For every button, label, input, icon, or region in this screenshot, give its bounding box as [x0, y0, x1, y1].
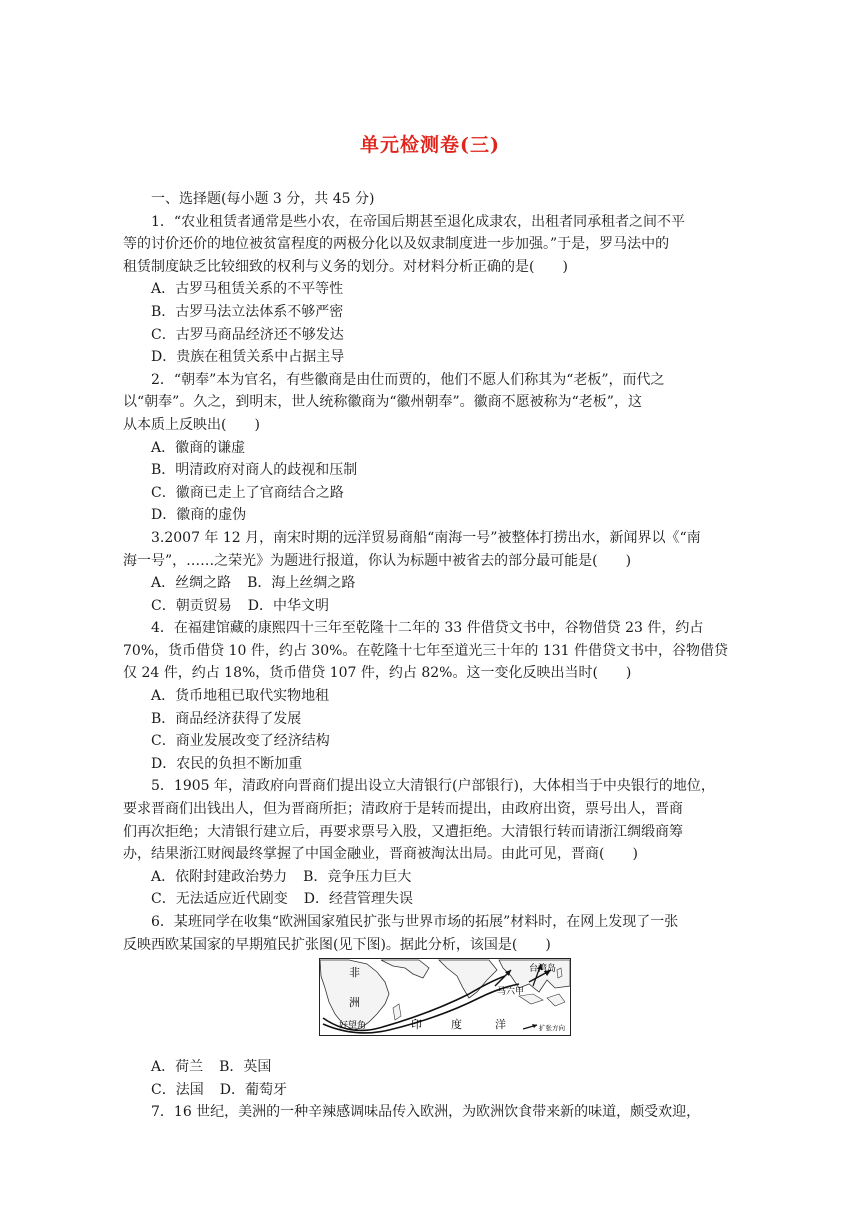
question-stem-line: 6．某班同学在收集“欧洲国家殖民扩张与世界市场的拓展”材料时，在网上发现了一张 [151, 914, 679, 930]
question-stem-line: 仅 24 件，约占 18%，货币借贷 107 件，约占 82%。这一变化反映出当时( ) [123, 665, 632, 682]
question-stem-line: 从本质上反映出( ) [123, 416, 260, 433]
option-d: D．葡萄牙 [219, 1081, 287, 1098]
question-stem-line: 70%，货币借贷 10 件，约占 30%。在乾隆十七年至道光三十年的 131 件借贷文书中，谷物借贷 [123, 642, 729, 659]
question-stem-line: 2．“朝奉”本为官名，有些徽商是由仕而贾的，他们不愿人们称其为“老板”，而代之 [151, 371, 665, 388]
map-label-ocean-2: 度 [451, 1018, 462, 1032]
option-b: B．英国 [219, 1059, 272, 1076]
option-a: A．古罗马租赁关系的不平等性 [151, 281, 344, 298]
option-a: A．徽商的谦虚 [151, 439, 246, 456]
option-row [123, 572, 743, 595]
option-b: B．明清政府对商人的歧视和压制 [151, 462, 358, 479]
colonial-expansion-map [123, 958, 743, 1050]
map-label-ocean-1: 印 [411, 1018, 422, 1032]
page-title: 单元检测卷(三) [360, 134, 500, 156]
option-d: D．徽商的虚伪 [151, 507, 247, 524]
map-label-malacca: 马六甲 [497, 987, 525, 998]
question-stem-line: 办，结果浙江财阀最终掌握了中国金融业，晋商被淘汰出局。由此可见，晋商( ) [123, 846, 638, 863]
question-stem-line: 5．1905 年，清政府向晋商们提出设立大清银行(户部银行)，大体相当于中央银行的地位， [151, 778, 715, 795]
option-a: A．荷兰 [151, 1059, 204, 1076]
question-stem-line: 们再次拒绝；大清银行建立后，再要求票号入股，又遭拒绝。大清银行转而请浙江绸缎商筹 [123, 823, 683, 840]
question-stem-line: 1．“农业租赁者通常是些小农，在帝国后期甚至退化成隶农，出租者同承租者之间不平 [151, 213, 686, 230]
option-d: D．贵族在租赁关系中占据主导 [151, 349, 345, 366]
map-label-africa-2: 洲 [349, 996, 360, 1010]
option-b: B．商品经济获得了发展 [151, 710, 302, 727]
option-a: A．丝绸之路 [151, 575, 232, 592]
map-label-ocean-3: 洋 [495, 1018, 506, 1032]
option-a: A．依附封建政治势力 [151, 868, 288, 885]
option-c: C．朝贡贸易 [151, 597, 232, 614]
question-stem-line: 3.2007 年 12 月，南宋时期的远洋贸易商船“南海一号”被整体打捞出水，新闻界以《“南 [151, 529, 701, 546]
option-row [123, 595, 743, 618]
option-c: C．无法适应近代剧变 [151, 891, 288, 908]
question-stem-line: 反映西欧某国家的早期殖民扩张图(见下图)。据此分析，该国是( ) [123, 936, 551, 953]
question-stem-line: 租赁制度缺乏比较细致的权利与义务的划分。对材料分析正确的是( ) [123, 258, 568, 275]
question-stem-line: 4．在福建馆藏的康熙四十三年至乾隆十二年的 33 件借贷文书中，谷物借贷 23 件，约占 [151, 620, 704, 637]
map-svg [319, 958, 571, 1036]
option-row [123, 866, 743, 889]
option-c: C．徽商已走上了官商结合之路 [151, 484, 344, 501]
question-2 [123, 369, 743, 527]
question-stem-line: 7．16 世纪，美洲的一种辛辣感调味品传入欧洲，为欧洲饮食带来新的味道，颇受欢迎， [151, 1104, 701, 1121]
map-label-cape: 好望角 [339, 1021, 367, 1032]
option-row [123, 1079, 743, 1102]
option-a: A．货币地租已取代实物地租 [151, 688, 330, 705]
question-stem-line: 海一号”，……之荣光》为题进行报道，你认为标题中被省去的部分最可能是( ) [123, 552, 632, 569]
map-figure [319, 958, 571, 1036]
option-c: C．古罗马商品经济还不够发达 [151, 326, 344, 343]
taiwan-island [557, 968, 562, 978]
question-1 [123, 211, 743, 369]
option-b: B．海上丝绸之路 [247, 575, 356, 592]
question-7 [123, 1101, 743, 1124]
option-d: D．农民的负担不断加重 [151, 755, 303, 772]
question-3 [123, 527, 743, 617]
option-c: C．商业发展改变了经济结构 [151, 733, 330, 750]
section-heading: 一、选择题(每小题 3 分，共 45 分) [151, 191, 375, 207]
map-legend-label: 扩张方向 [539, 1024, 565, 1033]
question-6 [123, 911, 743, 1101]
option-d: D．经营管理失误 [303, 891, 413, 908]
option-row [123, 1056, 743, 1079]
question-stem-line: 要求晋商们出钱出人，但为晋商所拒；清政府于是转而提出，由政府出资，票号出人，晋商 [123, 801, 683, 818]
question-stem-line: 等的讨价还价的地位被贫富程度的两极分化以及奴隶制度进一步加强。”于是，罗马法中的 [123, 236, 670, 253]
option-d: D．中华文明 [247, 597, 329, 614]
map-label-africa-1: 非 [349, 966, 360, 980]
option-row [123, 888, 743, 911]
exam-body [123, 188, 743, 1124]
question-4 [123, 617, 743, 775]
question-5 [123, 775, 743, 911]
option-b: B．古罗马法立法体系不够严密 [151, 303, 344, 320]
map-label-taiwan: 台湾岛 [529, 964, 557, 975]
option-b: B．竞争压力巨大 [303, 868, 412, 885]
question-stem-line: 以“朝奉”。久之，到明末，世人统称徽商为“徽州朝奉”。徽商不愿被称为“老板”，这 [123, 394, 642, 411]
option-c: C．法国 [151, 1081, 204, 1098]
